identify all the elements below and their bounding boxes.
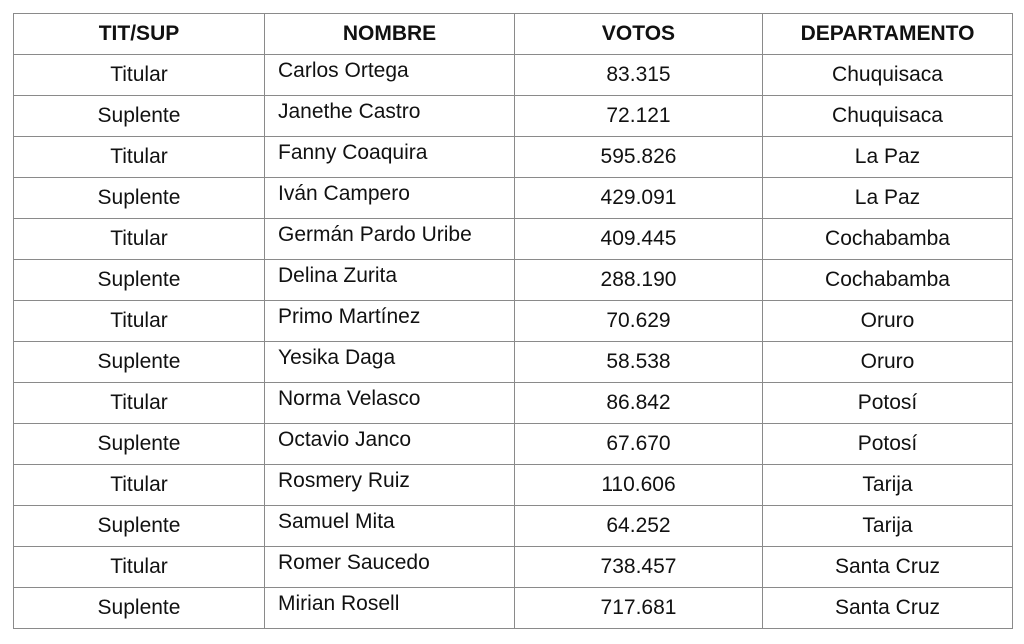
header-row [14, 14, 1013, 55]
cell-tit-sup: Titular [14, 465, 265, 506]
cell-nombre: Rosmery Ruiz [265, 465, 515, 506]
cell-departamento: Santa Cruz [763, 588, 1013, 629]
cell-departamento: Oruro [763, 301, 1013, 342]
cell-votos: 64.252 [515, 506, 763, 547]
cell-tit-sup: Suplente [14, 342, 265, 383]
table-row [14, 383, 1013, 424]
cell-tit-sup: Titular [14, 301, 265, 342]
table-row [14, 178, 1013, 219]
cell-departamento: Tarija [763, 465, 1013, 506]
cell-votos: 717.681 [515, 588, 763, 629]
header-votos: VOTOS [515, 14, 763, 55]
cell-votos: 595.826 [515, 137, 763, 178]
header-departamento: DEPARTAMENTO [763, 14, 1013, 55]
table-row [14, 260, 1013, 301]
cell-departamento: Potosí [763, 424, 1013, 465]
table-row [14, 588, 1013, 629]
cell-departamento: Oruro [763, 342, 1013, 383]
cell-tit-sup: Suplente [14, 424, 265, 465]
cell-tit-sup: Suplente [14, 588, 265, 629]
cell-nombre: Iván Campero [265, 178, 515, 219]
cell-nombre: Delina Zurita [265, 260, 515, 301]
table-row [14, 342, 1013, 383]
cell-nombre: Fanny Coaquira [265, 137, 515, 178]
cell-tit-sup: Suplente [14, 96, 265, 137]
cell-votos: 83.315 [515, 55, 763, 96]
cell-votos: 738.457 [515, 547, 763, 588]
cell-votos: 72.121 [515, 96, 763, 137]
cell-departamento: Tarija [763, 506, 1013, 547]
header-tit-sup: TIT/SUP [14, 14, 265, 55]
cell-nombre: Octavio Janco [265, 424, 515, 465]
cell-departamento: Chuquisaca [763, 55, 1013, 96]
cell-nombre: Mirian Rosell [265, 588, 515, 629]
table-row [14, 301, 1013, 342]
cell-departamento: Chuquisaca [763, 96, 1013, 137]
cell-tit-sup: Titular [14, 383, 265, 424]
cell-votos: 67.670 [515, 424, 763, 465]
table-row [14, 547, 1013, 588]
cell-tit-sup: Titular [14, 55, 265, 96]
cell-nombre: Janethe Castro [265, 96, 515, 137]
table-row [14, 506, 1013, 547]
table-row [14, 424, 1013, 465]
cell-votos: 288.190 [515, 260, 763, 301]
cell-votos: 110.606 [515, 465, 763, 506]
cell-tit-sup: Titular [14, 219, 265, 260]
cell-tit-sup: Suplente [14, 178, 265, 219]
cell-tit-sup: Suplente [14, 506, 265, 547]
table-row [14, 465, 1013, 506]
table-body [14, 55, 1013, 629]
table-header [14, 14, 1013, 55]
table-row [14, 96, 1013, 137]
cell-votos: 409.445 [515, 219, 763, 260]
cell-departamento: Potosí [763, 383, 1013, 424]
cell-departamento: La Paz [763, 178, 1013, 219]
cell-departamento: La Paz [763, 137, 1013, 178]
cell-nombre: Yesika Daga [265, 342, 515, 383]
cell-tit-sup: Titular [14, 547, 265, 588]
cell-tit-sup: Titular [14, 137, 265, 178]
cell-departamento: Santa Cruz [763, 547, 1013, 588]
cell-tit-sup: Suplente [14, 260, 265, 301]
cell-departamento: Cochabamba [763, 219, 1013, 260]
table-row [14, 137, 1013, 178]
cell-nombre: Carlos Ortega [265, 55, 515, 96]
table-row [14, 219, 1013, 260]
cell-nombre: Romer Saucedo [265, 547, 515, 588]
cell-votos: 429.091 [515, 178, 763, 219]
cell-nombre: Primo Martínez [265, 301, 515, 342]
cell-departamento: Cochabamba [763, 260, 1013, 301]
cell-nombre: Norma Velasco [265, 383, 515, 424]
cell-nombre: Samuel Mita [265, 506, 515, 547]
cell-nombre: Germán Pardo Uribe [265, 219, 515, 260]
results-table [13, 13, 1013, 629]
table-row [14, 55, 1013, 96]
cell-votos: 86.842 [515, 383, 763, 424]
header-nombre: NOMBRE [265, 14, 515, 55]
cell-votos: 58.538 [515, 342, 763, 383]
cell-votos: 70.629 [515, 301, 763, 342]
